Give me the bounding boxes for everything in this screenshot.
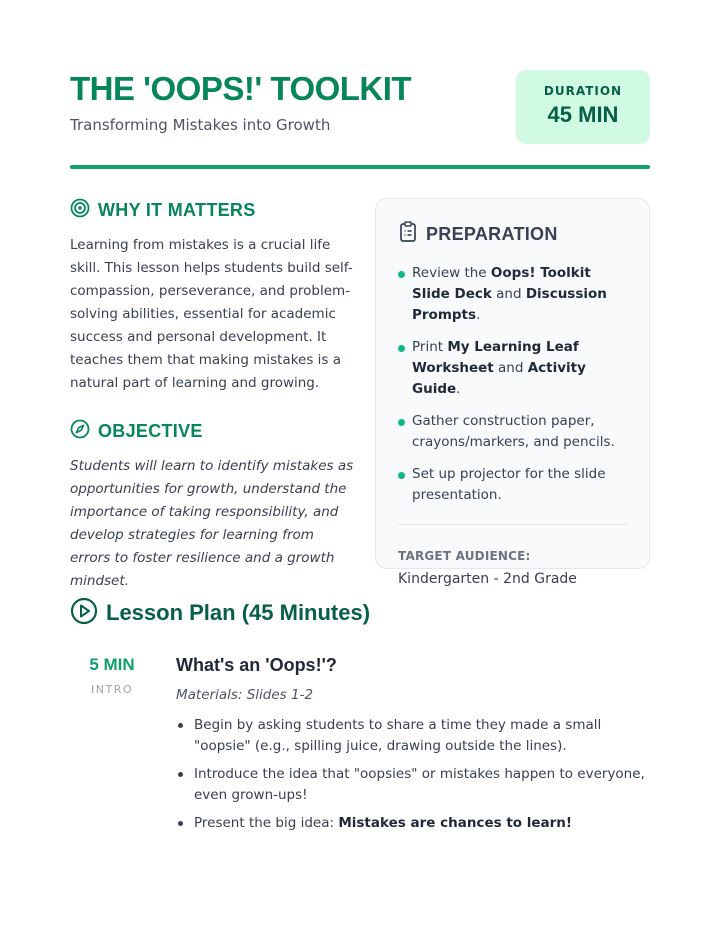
lesson-bullets [176, 715, 650, 834]
duration-label: DURATION [543, 84, 623, 98]
lesson-plan-section [70, 597, 650, 855]
preparation-list [398, 263, 627, 506]
lesson-content [176, 655, 650, 841]
list-item: Print My Learning Leaf Worksheet and Activity Guide. [398, 337, 627, 400]
left-column [70, 198, 355, 593]
play-circle-icon [70, 597, 98, 629]
duration-badge [516, 70, 650, 144]
clipboard-icon [398, 221, 418, 247]
list-item: Begin by asking students to share a time they made a small "oopsie" (e.g., spilling juice, drawing outside the lines). [176, 715, 650, 757]
page-subtitle: Transforming Mistakes into Growth [70, 116, 331, 134]
objective-heading [70, 419, 355, 443]
duration-value: 45 MIN [547, 102, 619, 127]
list-item: Gather construction paper, crayons/markers, and pencils. [398, 411, 627, 453]
objective-body: Students will learn to identify mistakes as opportunities for growth, understand the importance of taking responsibility, and develop strategies for learning from errors to foster resilience and a growth mindset. [70, 458, 354, 589]
objective-heading-text: OBJECTIVE [98, 420, 203, 441]
page-title: THE 'OOPS!' TOOLKIT [70, 70, 412, 107]
target-audience-label: TARGET AUDIENCE: [398, 549, 531, 563]
why-body: Learning from mistakes is a crucial life skill. This lesson helps students build self-compassion, perseverance, and problem-solving abilities, essential for academic success and personal development. It teaches them that making mistakes is a natural part of learning and growing. [70, 237, 353, 391]
lesson-plan-heading [70, 597, 650, 629]
preparation-heading [398, 221, 627, 247]
header-divider [70, 165, 650, 169]
list-item: Present the big idea: Mistakes are chances to learn! [176, 813, 650, 834]
page-header [70, 70, 650, 170]
list-item: Set up projector for the slide presentation. [398, 464, 627, 506]
target-audience-value: Kindergarten - 2nd Grade [398, 571, 577, 587]
lesson-minutes: 5 MIN [89, 655, 135, 674]
compass-icon [70, 419, 90, 443]
list-item: Review the Oops! Toolkit Slide Deck and Discussion Prompts. [398, 263, 627, 326]
why-it-matters-heading [70, 198, 355, 222]
why-heading-text: WHY IT MATTERS [98, 199, 256, 220]
lesson-title: What's an 'Oops!'? [176, 655, 337, 675]
lesson-time [70, 655, 154, 696]
preparation-card [375, 198, 650, 587]
preparation-heading-text: PREPARATION [426, 223, 558, 244]
lesson-materials: Materials: Slides 1-2 [176, 687, 314, 703]
list-item: Introduce the idea that "oopsies" or mistakes happen to everyone, even grown-ups! [176, 764, 650, 806]
target-icon [70, 198, 90, 222]
card-divider [398, 524, 627, 525]
lesson-plan-heading-text: Lesson Plan (45 Minutes) [106, 600, 371, 625]
lesson-block [70, 655, 650, 855]
lesson-phase: INTRO [91, 683, 133, 696]
